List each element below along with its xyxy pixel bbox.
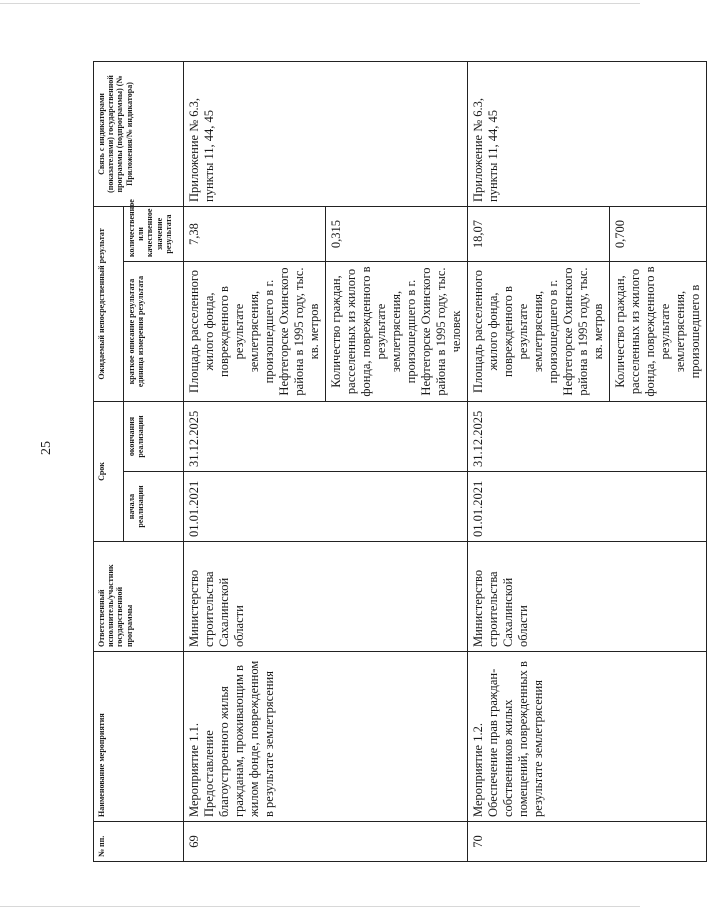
- header-num: № пп.: [94, 822, 184, 862]
- activities-table: [93, 61, 707, 862]
- result-description: Площадь расселенного жилого фонда, поврежденного в результате землетрясения, произошедшего в г. Нефтегорске Охинского района в 1995 году, тыс. кв. метров: [184, 262, 326, 402]
- table-row: [468, 62, 610, 862]
- page-number: 25: [39, 441, 54, 455]
- row-number: 69: [184, 822, 468, 862]
- executor: Министерство строительства Сахалинской области: [468, 542, 707, 652]
- end-date: 31.12.2025: [468, 402, 707, 472]
- indicator-link: Приложение № 6.3, пункты 11, 44, 45: [184, 62, 468, 207]
- header-term: Срок: [94, 402, 124, 542]
- result-value: 0,315: [326, 207, 468, 262]
- header-end: окончания реализации: [124, 402, 184, 472]
- row-number: 70: [468, 822, 707, 862]
- start-date: 01.01.2021: [184, 472, 468, 542]
- header-row-1: [94, 62, 124, 862]
- header-executor: Ответственный исполнитель/участник государственной программы: [94, 542, 184, 652]
- result-description: Количество граждан, расселенных из жилого фонда, поврежденного в результате землетрясения, произошедшего в г. Нефтегорске Охинского района в 1995 году, тыс. человек: [326, 262, 468, 402]
- start-date: 01.01.2021: [468, 472, 707, 542]
- executor: Министерство строительства Сахалинской области: [184, 542, 468, 652]
- header-result: Ожидаемый непосредственный результат: [94, 207, 124, 402]
- activity-name: Мероприятие 1.1. Предоставление благоустроенного жилья гражданам, проживающим в жилом фонде, поврежденном в результате землетрясения: [184, 652, 468, 822]
- result-value: 0,700: [610, 207, 707, 262]
- end-date: 31.12.2025: [184, 402, 468, 472]
- activity-name: Мероприятие 1.2. Обеспечение прав граждан-собственников жилых помещений, поврежденных в результате землетрясения: [468, 652, 707, 822]
- header-name: Наименование мероприятия: [94, 652, 184, 822]
- result-value: 7,38: [184, 207, 326, 262]
- result-value: 18,07: [468, 207, 610, 262]
- table-row: [184, 62, 326, 862]
- header-start: начала реализации: [124, 472, 184, 542]
- header-desc: краткое описание результата единица измерения результата: [124, 262, 184, 402]
- rotated-page-content: [93, 62, 702, 862]
- indicator-link: Приложение № 6.3, пункты 11, 44, 45: [468, 62, 707, 207]
- result-description: Количество граждан, расселенных из жилого фонда, поврежденного в результате землетрясения, произошедшего в: [610, 262, 707, 402]
- result-description: Площадь расселенного жилого фонда, поврежденного в результате землетрясения, произошедшего в г. Нефтегорске Охинского района в 1995 году, тыс. кв. метров: [468, 262, 610, 402]
- header-qty: количественное или качественное значение результата: [124, 207, 184, 262]
- header-link: Связь с индикаторами (показателями) государственной программы (подпрограммы) (№ Приложения/№ индикатора): [94, 62, 184, 207]
